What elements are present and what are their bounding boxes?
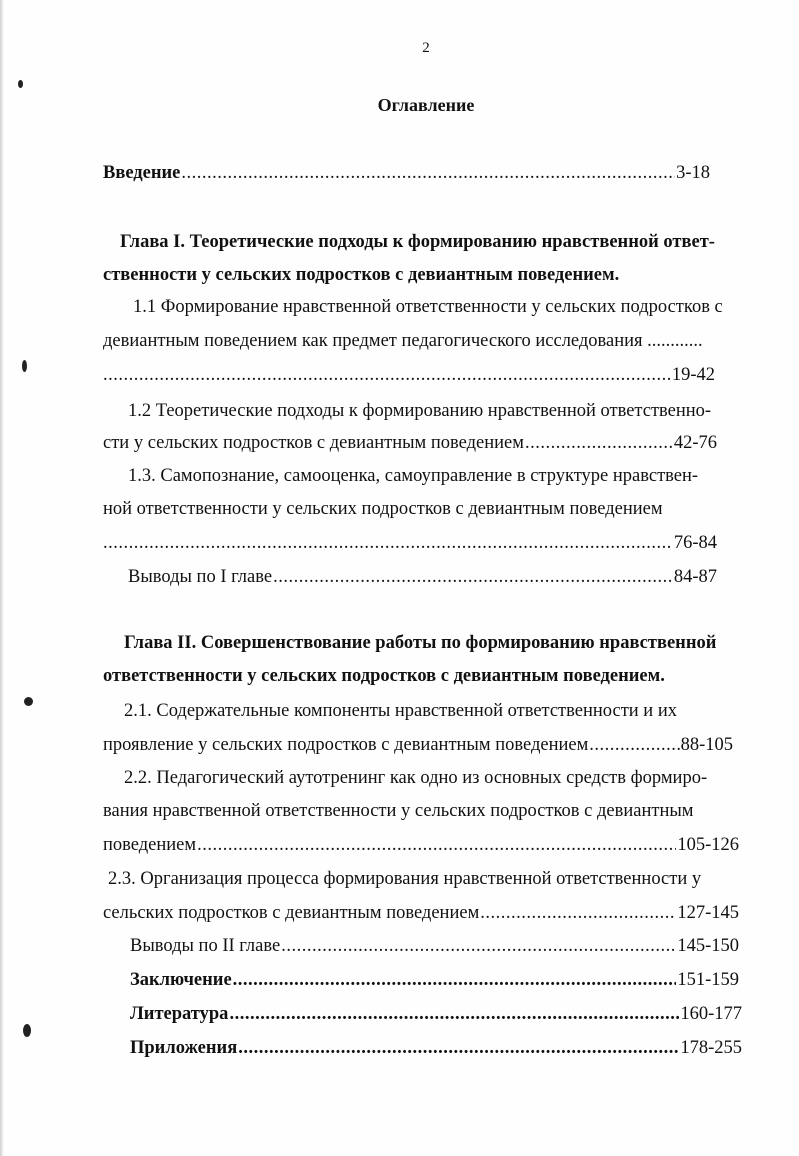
leader-dots — [525, 432, 673, 454]
section-1-1-pages-line — [103, 364, 715, 386]
toc-entry-literature — [130, 1003, 742, 1025]
page-title: Оглавление — [377, 95, 475, 115]
chapter2-heading-line1: Глава II. Совершенствование работы по формированию нравственной — [124, 633, 717, 653]
toc-pages: 145-150 — [677, 936, 739, 956]
leader-dots — [233, 969, 677, 991]
leader-dots — [197, 834, 676, 856]
toc-pages: 19-42 — [671, 365, 715, 385]
toc-label: Введение — [103, 163, 181, 183]
toc-label: Выводы по II главе — [130, 936, 281, 956]
toc-pages: 160-177 — [680, 1004, 742, 1024]
leader-dots — [103, 364, 671, 386]
scan-speck — [23, 1024, 31, 1037]
chapter1-conclusions-entry — [128, 566, 717, 588]
section-1-1-line1: 1.1 Формирование нравственной ответственности у сельских подростков с — [133, 297, 723, 317]
chapter1-heading-line2: ственности у сельских подростков с девиантным поведением. — [103, 265, 620, 285]
leader-dots — [480, 902, 676, 924]
toc-label: Выводы по I главе — [128, 567, 273, 587]
section-1-3-line2: ной ответственности у сельских подростков с девиантным поведением — [103, 499, 663, 519]
section-2-3-line1: 2.3. Организация процесса формирования нравственной ответственности у — [108, 869, 702, 889]
section-2-2-line2: вания нравственной ответственности у сельских подростков с девиантным — [103, 801, 694, 821]
leader-dots — [281, 935, 676, 957]
toc-label: проявление у сельских подростков с девиантным поведением — [103, 735, 589, 755]
toc-label: Литература — [130, 1004, 229, 1024]
toc-pages: 88-105 — [680, 735, 733, 755]
section-2-1-entry — [103, 734, 733, 756]
scan-speck — [22, 360, 27, 372]
chapter1-heading-line1: Глава I. Теоретические подходы к формированию нравственной ответ- — [120, 232, 715, 252]
leader-dots — [181, 162, 675, 184]
toc-label: сельских подростков с девиантным поведением — [103, 903, 480, 923]
section-2-1-line1: 2.1. Содержательные компоненты нравственной ответственности и их — [124, 701, 677, 721]
section-1-2-entry — [103, 432, 717, 454]
chapter2-conclusions-entry — [130, 935, 739, 957]
toc-pages: 84-87 — [673, 567, 717, 587]
section-2-2-entry — [103, 834, 739, 856]
leader-dots — [229, 1003, 679, 1025]
toc-label: поведением — [103, 835, 197, 855]
page-number: 2 — [422, 40, 430, 56]
leader-dots — [103, 532, 673, 554]
toc-pages: 42-76 — [673, 433, 717, 453]
section-2-2-line1: 2.2. Педагогический аутотренинг как одно из основных средств формиро- — [124, 768, 708, 788]
section-1-1-line2: девиантным поведением как предмет педагогического исследования ............ — [103, 331, 703, 351]
toc-entry-appendices — [130, 1037, 742, 1059]
section-1-3-pages-line — [103, 532, 717, 554]
section-1-2-line1: 1.2 Теоретические подходы к формированию нравственной ответственно- — [128, 401, 712, 421]
toc-pages: 178-255 — [680, 1038, 742, 1058]
toc-pages: 76-84 — [673, 533, 717, 553]
toc-label: Заключение — [130, 970, 232, 990]
toc-pages: 3-18 — [676, 163, 710, 183]
chapter2-heading-line2: ответственности у сельских подростков с девиантным поведением. — [103, 666, 665, 686]
leader-dots — [238, 1037, 679, 1059]
scan-speck — [18, 80, 23, 88]
leader-dots — [273, 566, 673, 588]
scan-speck — [24, 697, 33, 706]
toc-pages: 151-159 — [677, 970, 739, 990]
toc-pages: 127-145 — [677, 903, 739, 923]
leader-dots — [589, 734, 679, 756]
toc-entry-intro — [103, 162, 710, 184]
toc-entry-conclusion — [130, 969, 739, 991]
section-1-3-line1: 1.3. Самопознание, самооценка, самоуправление в структуре нравствен- — [128, 466, 699, 486]
toc-label: Приложения — [130, 1038, 238, 1058]
section-2-3-entry — [103, 902, 739, 924]
toc-pages: 105-126 — [677, 835, 739, 855]
toc-label: сти у сельских подростков с девиантным поведением — [103, 433, 524, 453]
scan-edge-shadow — [0, 0, 4, 1156]
